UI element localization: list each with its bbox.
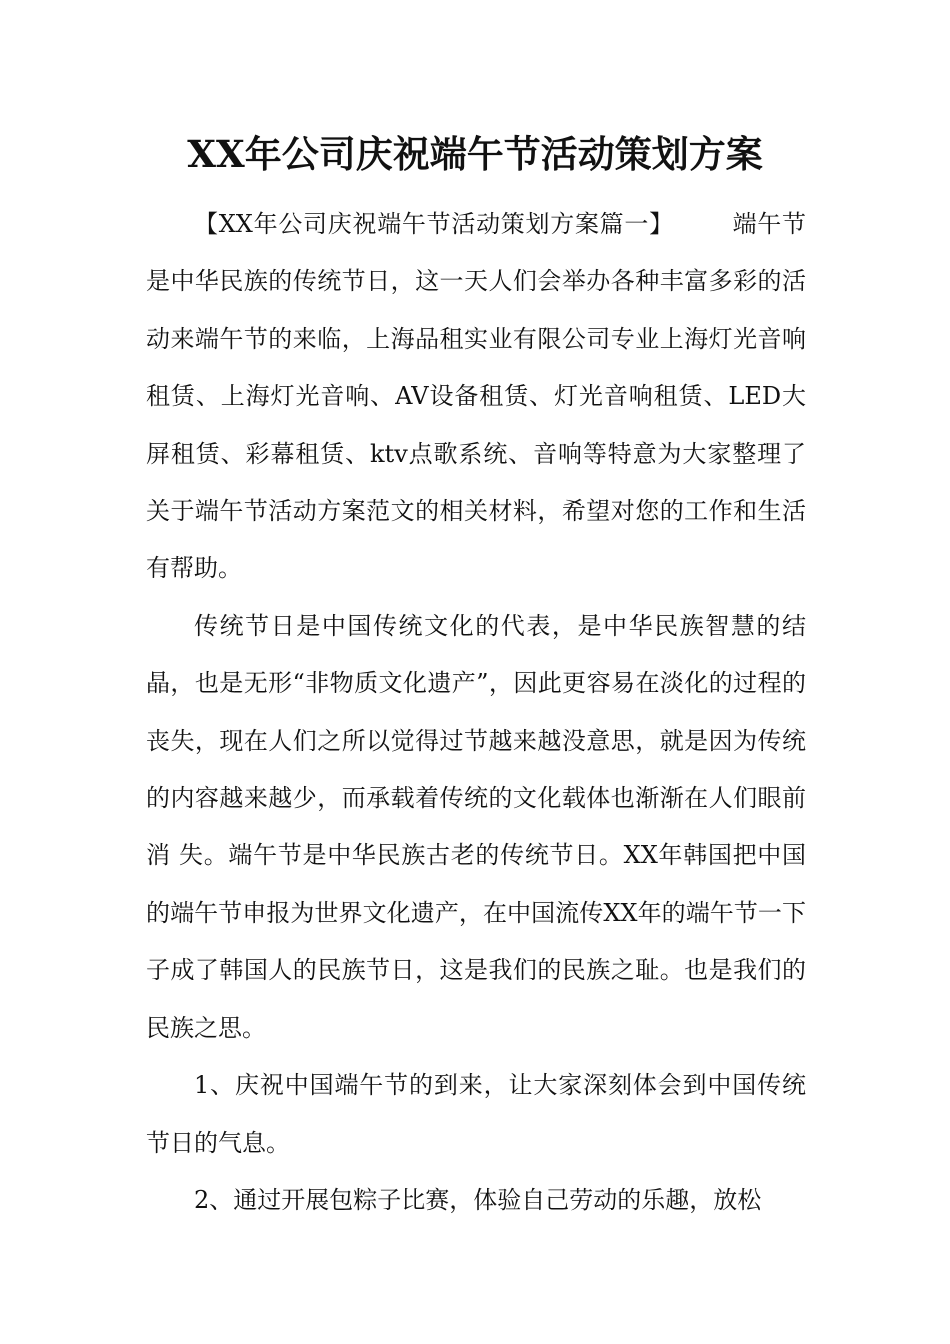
paragraph-2: 传统节日是中国传统文化的代表，是中华民族智慧的结晶，也是无形“非物质文化遗产”，因此更容易在淡化的过程的丧失，现在人们之所以觉得过节越来越没意思，就是因为传统的内容越来越少，而承载着传统的文化载体也渐渐在人们眼前消 失。端午节是中华民族古老的传统节日。XX年韩国把中国的端午节申报为世界文化遗产，在中国流传XX年的端午节一下子成了韩国人的民族节日，这是我们的民族之耻。也是我们的民族之思。 [146,611,806,1042]
document-title: XX年公司庆祝端午节活动策划方案 [187,132,763,176]
document-body [146,196,806,1229]
paragraph-3: 1、庆祝中国端午节的到来，让大家深刻体会到中国传统节日的气息。 [146,1071,806,1157]
section-heading: 【XX年公司庆祝端午节活动策划方案篇一】 [194,210,674,238]
paragraph-1 [146,196,806,598]
paragraph-1-text: 端午节是中华民族的传统节日，这一天人们会举办各种丰富多彩的活动来端午节的来临，上海品租实业有限公司专业上海灯光音响租赁、上海灯光音响、AV设备租赁、灯光音响租赁、LED大屏租赁、彩幕租赁、ktv点歌系统、音响等特意为大家整理了关于端午节活动方案范文的相关材料，希望对您的工作和生活有帮助。 [146,210,807,583]
paragraph-4: 2、通过开展包粽子比赛，体验自己劳动的乐趣，放松 [194,1185,762,1214]
